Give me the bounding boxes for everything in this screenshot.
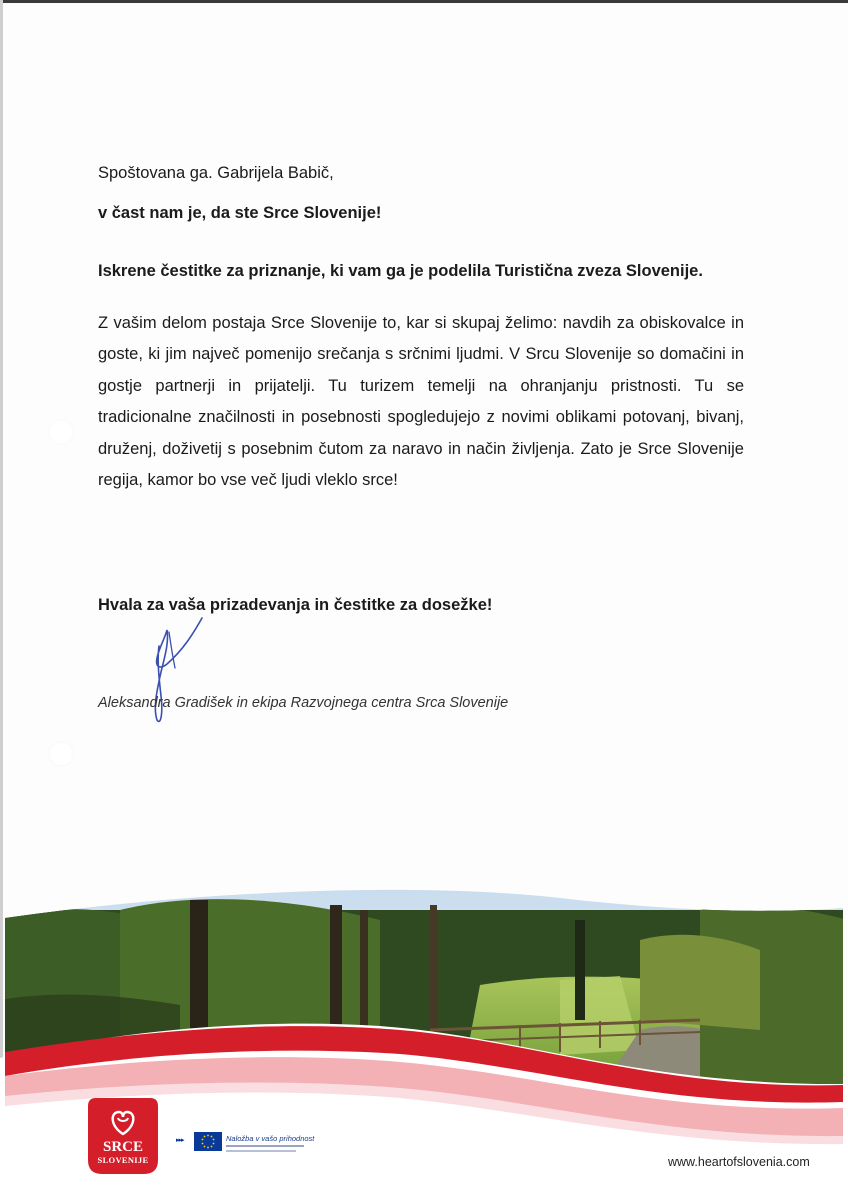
eu-fine-print bbox=[226, 1150, 296, 1152]
body-paragraph: Z vašim delom postaja Srce Slovenije to, kar si skupaj želimo: navdih za obiskovalce in goste, ki jim največ pomenijo srečanja s srčnimi ljudmi. V Srcu Slovenije so domačini in gostje partnerji in prijatelji. Tu turizem temelji na ohranjanju pristnosti. Tu se tradicionalne značilnosti in posebnosti spogledujejo z novimi oblikami potovanj, bivanj, druženj, doživetij s posebnim čutom za naravo in način življenja. Zato je Srce Slovenije regija, kamor bo vse več ljudi vleklo srce! bbox=[98, 314, 744, 490]
srce-slovenije-logo bbox=[88, 1098, 158, 1174]
eu-funding-logo bbox=[176, 1132, 326, 1162]
thanks-line: Hvala za vaša prizadevanja in čestitke za dosežke! bbox=[98, 596, 493, 614]
punch-hole-lower bbox=[48, 741, 74, 767]
logo-text-slovenije: SLOVENIJE bbox=[97, 1155, 149, 1165]
signature-line: Aleksandra Gradišek in ekipa Razvojnega centra Srca Slovenije bbox=[98, 695, 509, 711]
greeting: Spoštovana ga. Gabrijela Babič, bbox=[98, 164, 334, 182]
scan-edge-top bbox=[0, 0, 848, 3]
eu-caption: Naložba v vašo prihodnost bbox=[226, 1134, 315, 1143]
dots-decoration-icon: ▸▸▸ bbox=[176, 1137, 184, 1144]
handwritten-signature bbox=[145, 612, 215, 732]
punch-hole-upper bbox=[48, 419, 74, 445]
eu-fine-print bbox=[226, 1145, 304, 1147]
website-url: www.heartofslovenia.com bbox=[668, 1155, 810, 1169]
congratulations-line: Iskrene čestitke za priznanje, ki vam ga je podelila Turistična zveza Slovenije. bbox=[98, 262, 703, 280]
eu-flag-icon bbox=[194, 1132, 222, 1151]
headline: v čast nam je, da ste Srce Slovenije! bbox=[98, 204, 382, 222]
logo-text-srce: SRCE bbox=[102, 1139, 143, 1155]
